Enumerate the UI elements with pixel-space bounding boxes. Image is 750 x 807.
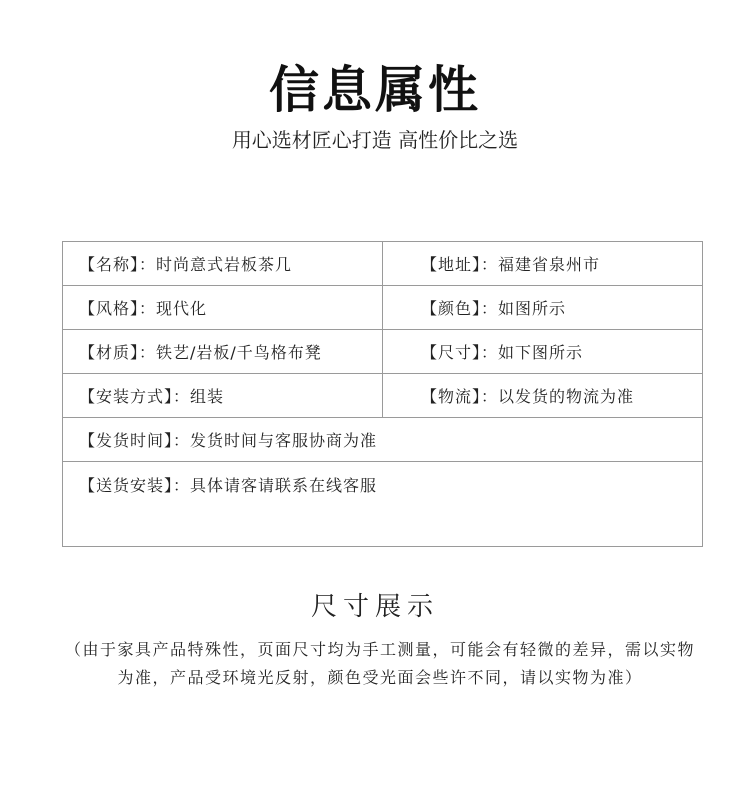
spec-style: 【风格】：现代化 xyxy=(63,286,383,329)
size-disclaimer xyxy=(40,636,720,692)
spec-ship-time: 【发货时间】：发货时间与客服协商为准 xyxy=(79,431,378,450)
size-disclaimer-line-1: （由于家具产品特殊性，页面尺寸均为手工测量，可能会有轻微的差异，需以实物 xyxy=(64,640,695,659)
spec-install-method: 【安装方式】：组装 xyxy=(63,374,383,417)
spec-row-name-address xyxy=(63,242,702,286)
spec-row-ship-time xyxy=(63,418,702,462)
spec-name: 【名称】：时尚意式岩板茶几 xyxy=(63,242,383,285)
size-disclaimer-line-2: 为准，产品受环境光反射，颜色受光面会些许不同，请以实物为准） xyxy=(117,668,643,687)
spec-material: 【材质】：铁艺/岩板/千鸟格布凳 xyxy=(63,330,383,373)
spec-row-delivery xyxy=(63,462,702,546)
page-subtitle: 用心选材匠心打造 高性价比之选 xyxy=(231,128,519,152)
spec-color: 【颜色】：如图所示 xyxy=(421,299,567,318)
spec-logistics: 【物流】：以发货的物流为准 xyxy=(421,387,635,406)
spec-row-style-color xyxy=(63,286,702,330)
page-title: 信息属性 xyxy=(269,61,481,119)
spec-delivery-install: 【送货安装】：具体请客请联系在线客服 xyxy=(79,475,378,495)
size-section-title: 尺寸展示 xyxy=(310,592,439,622)
spec-size: 【尺寸】：如下图所示 xyxy=(421,343,584,362)
spec-table xyxy=(62,241,703,547)
spec-address: 【地址】：福建省泉州市 xyxy=(421,255,601,274)
spec-row-install-logistics xyxy=(63,374,702,418)
spec-row-material-size xyxy=(63,330,702,374)
